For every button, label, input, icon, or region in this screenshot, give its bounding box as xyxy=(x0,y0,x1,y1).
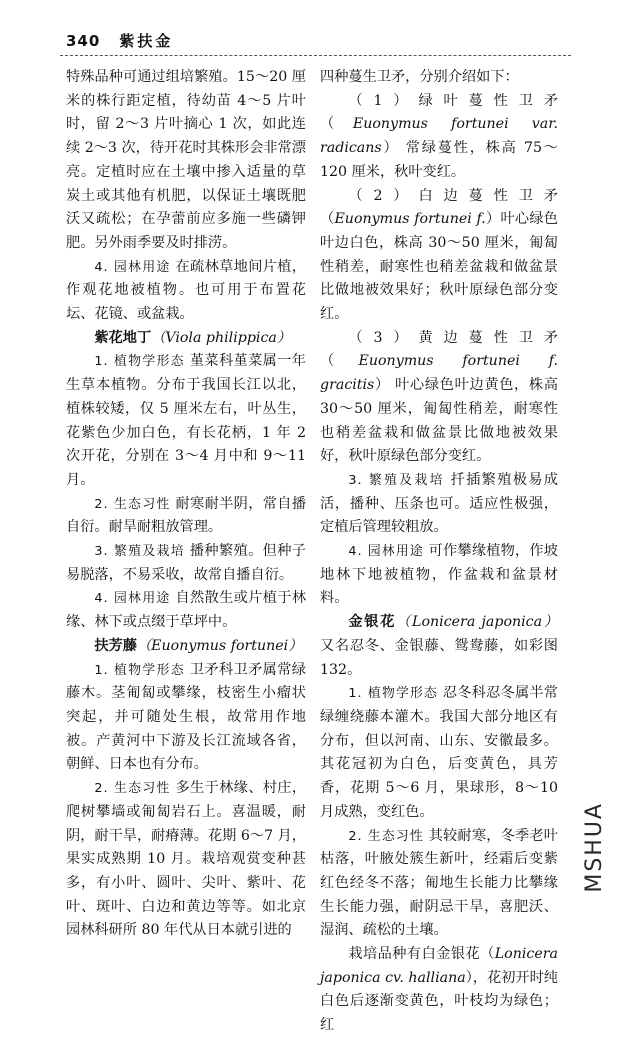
variety-paragraph xyxy=(320,327,558,469)
cultivar-latin: Lonicera japonica cv. halliana xyxy=(320,946,558,986)
header-rule xyxy=(60,55,571,56)
paragraph-text: 其较耐寒，冬季老叶枯落，叶腋处簇生新叶，经霜后变紫红色经冬不落；匍地生长能力比攀缘生长能力强，耐阴忌干旱，喜肥沃、湿润、疏松的土壤。 xyxy=(320,827,558,939)
paragraph xyxy=(320,540,558,611)
right-column xyxy=(320,66,558,1038)
section-label: 4. 园林用途 xyxy=(348,544,424,560)
section-label: 4. 园林用途 xyxy=(94,259,171,275)
species-latin: （Viola philippica） xyxy=(151,329,292,346)
variety-paragraph xyxy=(320,90,558,185)
species-latin: （Euonymus fortunei） xyxy=(136,637,303,654)
section-label: 1. 植物学形态 xyxy=(94,354,185,370)
paragraph xyxy=(66,659,306,778)
variety-name: （3）黄边蔓性卫矛（ xyxy=(320,329,558,370)
paragraph-text: 扦插繁殖极易成活，播种、压条也可。适应性极强，定植后管理较粗放。 xyxy=(320,471,558,536)
species-name: 扶芳藤 xyxy=(94,637,137,654)
running-title: 紫扶金 xyxy=(119,32,174,50)
species-heading xyxy=(320,611,558,682)
paragraph-text: 自然散生或片植于林缘、林下或点缀于草坪中。 xyxy=(66,590,307,631)
species-latin: （Lonicera japonica） xyxy=(396,614,558,631)
paragraph-text: ），花初开时纯白色后逐渐变黄色，叶枝均为绿色；红 xyxy=(320,969,558,1034)
left-column xyxy=(66,66,306,943)
paragraph xyxy=(66,777,306,943)
variety-latin: Euonymus fortunei f. gracitis xyxy=(320,353,558,394)
paragraph-text: 堇菜科堇菜属一年生草本植物。分布于我国长江以北，植株较矮，仅 5 厘米左右，叶丛生，花紫色少加白色，有长花柄，1 年 2 次开花，分别在 3～4 月中和 9～11 月。 xyxy=(66,353,306,488)
paragraph-text: 播种繁殖。但种子易脱落，不易采收，故常自播自衍。 xyxy=(66,543,306,583)
paragraph-text: ）叶心绿色叶边白色，株高 30～50 厘米，匍匐性稍差，耐寒性也稍差盆栽和做盆景比做地被效果好；秋叶原绿色部分变红。 xyxy=(320,211,558,323)
paragraph xyxy=(320,825,558,944)
page-number: 340 xyxy=(66,32,101,50)
section-label: 1. 植物学形态 xyxy=(94,662,185,678)
paragraph-text: 卫矛科卫矛属常绿藤木。茎匍匐或攀缘，枝密生小瘤状突起，并可随处生根，故常用作地被。产黄河中下游及长江流域各省，朝鲜、日本也有分布。 xyxy=(66,661,306,773)
watermark: MSHUA xyxy=(582,802,607,893)
paragraph-text: 可作攀缘植物，作坡地林下地被植物，作盆栽和盆景材料。 xyxy=(320,543,558,607)
variety-name: （2）白边蔓性卫矛（ xyxy=(320,187,558,228)
species-name: 紫花地丁 xyxy=(94,329,152,346)
paragraph xyxy=(320,682,558,824)
section-label: 4. 园林用途 xyxy=(94,591,171,607)
paragraph-text: 耐寒耐半阴，常自播自衍。耐旱耐粗放管理。 xyxy=(66,495,307,536)
species-heading xyxy=(66,327,306,351)
paragraph xyxy=(320,943,558,1038)
paragraph xyxy=(66,350,306,492)
paragraph xyxy=(66,493,306,540)
paragraph-text: ） 常绿蔓性，株高 75～120 厘米，秋叶变红。 xyxy=(320,140,558,180)
paragraph: 四种蔓生卫矛，分别介绍如下： xyxy=(320,69,519,85)
variety-latin: Euonymus fortunei f. xyxy=(334,211,486,228)
species-intro: 又名忍冬、金银藤、鸳鸯藤，如彩图 132。 xyxy=(320,637,558,678)
section-label: 2. 生态习性 xyxy=(348,828,424,844)
paragraph xyxy=(320,469,558,540)
page-header xyxy=(66,30,577,54)
species-name: 金银花 xyxy=(348,614,397,631)
paragraph-text: ） 叶心绿色叶边黄色，株高 30～50 厘米，匍匐性稍差，耐寒性也稍差盆栽和做盆景比做地被效果好，秋叶原绿色部分变红。 xyxy=(320,377,558,465)
section-label: 3. 繁殖及栽培 xyxy=(94,544,185,560)
paragraph xyxy=(66,587,306,634)
section-label: 2. 生态习性 xyxy=(94,496,171,512)
paragraph xyxy=(66,540,306,587)
paragraph-text: 多生于林缘、村庄，爬树攀墙或匍匐岩石上。喜温暖，耐阴，耐干旱，耐瘠薄。花期 6～7 月，果实成熟期 10 月。栽培观赏变种甚多，有小叶、圆叶、尖叶、紫叶、花叶、斑叶、白边和黄边等等。如北京园林科研所 80 年代从日本就引进的 xyxy=(66,780,307,939)
variety-latin: Euonymus fortunei var. radicans xyxy=(320,116,558,157)
variety-paragraph xyxy=(320,185,558,327)
paragraph-text: 忍冬科忍冬属半常绿缠绕藤本灌木。我国大部分地区有分布，但以河南、山东、安徽最多。其花冠初为白色，后变黄色，具芳香，花期 5～6 月，果球形，8～10 月成熟，变红色。 xyxy=(320,685,558,820)
paragraph-text: 在疏林草地间片植，作观花地被植物。也可用于布置花坛、花镜、或盆栽。 xyxy=(66,258,307,323)
section-label: 3. 繁殖及栽培 xyxy=(348,472,445,488)
variety-name: （1）绿叶蔓性卫矛（ xyxy=(320,92,558,133)
section-label: 1. 植物学形态 xyxy=(348,686,439,702)
species-heading xyxy=(66,635,306,659)
section-label: 2. 生态习性 xyxy=(94,781,171,797)
paragraph xyxy=(66,256,306,327)
paragraph: 特殊品种可通过组培繁殖。15～20 厘米的株行距定植，待幼苗 4～5 片叶时，留 2～3 片叶摘心 1 次，如此连续 2～3 次，待开花时其株形会非常漂亮。定植时应在土壤中掺入适量的草炭土或其他有机肥，以保证土壤既肥沃又疏松；在孕蕾前应多施一些磷钾肥。另外雨季要及时排涝。 xyxy=(66,69,306,251)
paragraph-text: 栽培品种有白金银花（ xyxy=(348,946,495,963)
